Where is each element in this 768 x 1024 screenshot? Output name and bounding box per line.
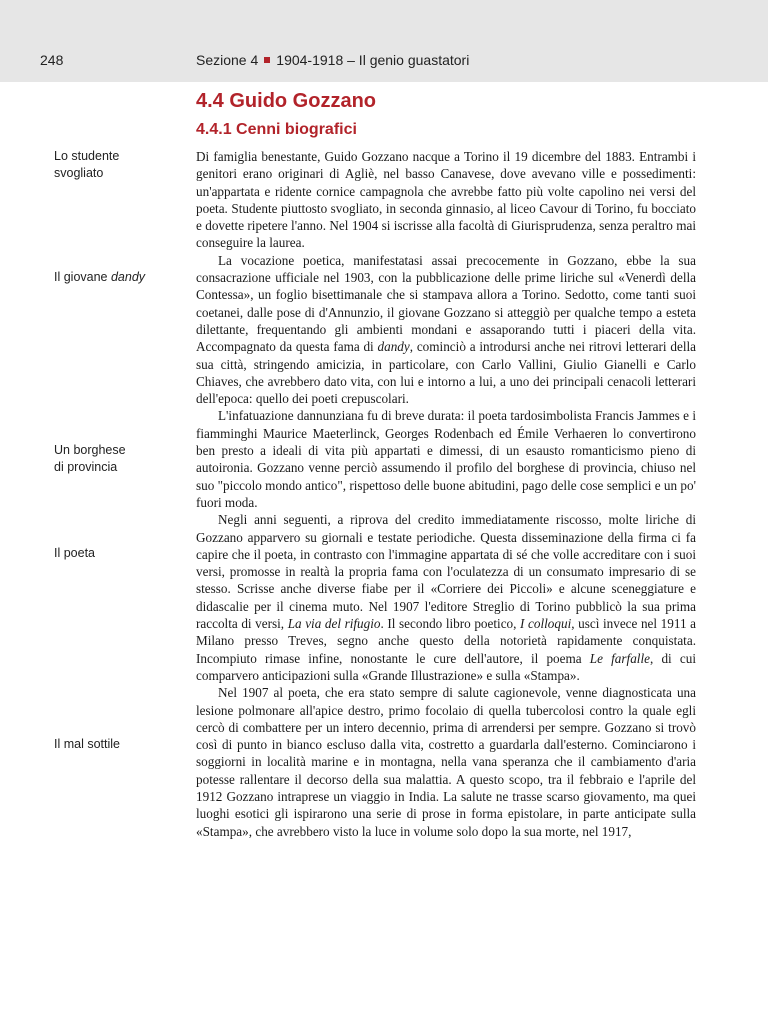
- body-text: [196, 148, 696, 840]
- paragraph: [196, 511, 696, 684]
- paragraph-text: Negli anni seguenti, a riprova del credito immediatamente riscosso, molte liriche di Gozzano apparvero su giornali e testate periodiche. Questa disseminazione della firma ci fa capire che il poeta, in contrasto con l'immagine appartata di sé che volle accreditare con i suoi versi, promosse in realtà la propria fama con l'oculatezza di un consumato impresario di se stesso. Scrisse anche diverse fiabe per il «Corriere dei Piccoli» e alcune sceneggiature e didascalie per il cinema muto. Nel 1907 l'editore Streglio di Torino pubblicò la sua prima raccolta di versi,: [196, 512, 696, 632]
- book-title: Le farfalle: [589, 650, 650, 666]
- section-title: 4.4 Guido Gozzano: [196, 90, 377, 112]
- margin-note-poeta: Il poeta: [54, 546, 96, 560]
- running-header: [196, 52, 469, 68]
- margin-note-studente: [54, 148, 184, 183]
- margin-note-em: dandy: [110, 270, 146, 284]
- margin-note-line: di provincia: [54, 460, 118, 475]
- margin-note-dandy: [54, 269, 184, 286]
- paragraph: L'infatuazione dannunziana fu di breve durata: il poeta tardosimbolista Francis Jammes e i fiamminghi Maurice Maeterlinck, Georges Rodenbach ed Émile Verhaeren lo convertirono ben presto a ideali di vita più appartati e dimessi, di un esausto romanticismo pieno di autoironia. Gozzano venne perciò assumendo il profilo del borghese di provincia, chiuso nel suo "piccolo mondo antico", rispettoso delle buone abitudini, pago delle cose semplici e un po' fuori moda.: [196, 408, 696, 510]
- paragraph-text: , uscì invece nel 1911 a Milano presso Treves, segno anche questo della notorietà rapidamente conquistata. Incompiuto rimase infine, nonostante le cure dell'autore, il poema: [196, 616, 696, 666]
- paragraph-text: . Il secondo libro poetico,: [380, 616, 521, 632]
- book-title: I colloqui: [520, 616, 572, 632]
- running-header-section: Sezione 4: [196, 52, 259, 68]
- margin-note-mal-sottile: Il mal sottile: [54, 737, 120, 751]
- paragraph-text: La vocazione poetica, manifestatasi assai precocemente in Gozzano, ebbe la sua consacrazione ufficiale nel 1903, con la pubblicazione delle prime liriche sul «Venerdì della Contessa», un foglio bisettimanale che si stampava allora a Torino. Sedotto, come tanti suoi coetanei, dalle pose di d'Annunzio, il giovane Gozzano si atteggiò per qualche tempo a esteta dilettante, frequentando gli ambienti mondani e assaporando tutti i piaceri della vita. Accompagnato da questa fama di: [196, 252, 696, 355]
- paragraph: Di famiglia benestante, Guido Gozzano nacque a Torino il 19 dicembre del 1883. Entrambi i genitori erano originari di Agliè, nel basso Canavese, dove avevano ville e possedimenti: un'appartata e ridente cornice campagnola che avrebbe fatto più volte capolino nei versi del poeta. Studente piuttosto svogliato, in seconda ginnasio, al liceo Cavour di Torino, fu bocciato e dovette ripetere l'anno. Nel 1904 si iscrisse alla facoltà di Giurisprudenza, senza peraltro mai conseguire la laurea.: [196, 149, 696, 251]
- running-header-band: [0, 0, 768, 82]
- margin-note-line: svogliato: [54, 166, 104, 181]
- paragraph: Nel 1907 al poeta, che era stato sempre di salute cagionevole, venne diagnosticata una lesione polmonare all'apice destro, primo focolaio di quella tubercolosi contro la quale egli cercò di combattere per un intero decennio, prima di arrendersi per sempre. Gozzano si trovò così di punto in bianco escluso dalla vita, costretto a guardarla dall'esterno. Cominciarono i soggiorni in località marine e in montagna, nella vana speranza che il cambiamento d'aria potesse rallentare il decorso della sua malattia. A questo scopo, tra il febbraio e l'aprile del 1912 Gozzano intraprese un viaggio in India. La salute ne trasse scarso giovamento, ma quei luoghi esotici gli ispirarono una serie di prose in forma epistolare, in parte anticipate sulla «Stampa», che avrebbero visto la luce in volume solo dopo la sua morte, nel 1917,: [196, 685, 696, 839]
- subsection-title: 4.4.1 Cenni biografici: [196, 121, 357, 138]
- page-number: 248: [40, 52, 64, 68]
- paragraph: [196, 252, 696, 408]
- paragraph-text: , cominciò a introdursi anche nei ritrovi letterari della sua città, stringendo amicizia, in particolare, con Carlo Vallini, Giulio Gianelli e Carlo Chiaves, che avrebbero dato vita, con lui e intorno a lui, a uno dei principali cenacoli letterari dell'epoca: quello dei poeti crepuscolari.: [196, 339, 697, 407]
- paragraph-text: , di cui comparvero anticipazioni sulla «Grande Illustrazione» e sulla «Stampa».: [196, 650, 696, 683]
- square-bullet-icon: [264, 57, 270, 63]
- margin-note-borghese: [54, 442, 184, 477]
- margin-note-line: Lo studente: [54, 149, 120, 163]
- running-header-title: 1904-1918 – Il genio guastatori: [276, 52, 470, 68]
- paragraph-em: dandy: [377, 339, 410, 355]
- margin-note-line: Un borghese: [54, 443, 126, 457]
- book-title: La via del rifugio: [287, 616, 381, 632]
- margin-note-text: Il giovane: [54, 270, 111, 284]
